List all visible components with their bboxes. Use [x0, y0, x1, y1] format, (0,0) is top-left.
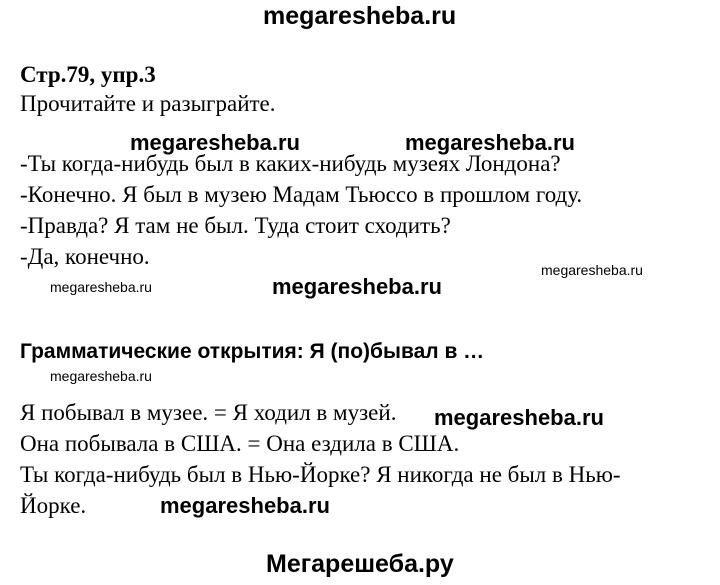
- watermark: megaresheba.ru: [405, 130, 575, 155]
- watermark: megaresheba.ru: [50, 279, 152, 295]
- exercise-heading: Стр.79, упр.3: [20, 62, 156, 87]
- watermark: megaresheba.ru: [130, 130, 300, 155]
- watermark: megaresheba.ru: [50, 368, 152, 384]
- header-site-watermark: megaresheba.ru: [263, 2, 457, 30]
- dialogue-line: -Да, конечно.: [20, 244, 150, 269]
- grammar-line: Йорке.: [20, 493, 87, 518]
- dialogue-line: -Правда? Я там не был. Туда стоит сходить?: [20, 213, 451, 238]
- watermark: megaresheba.ru: [541, 262, 643, 278]
- grammar-line: Она побывала в США. = Она ездила в США.: [20, 431, 460, 456]
- dialogue-line: -Конечно. Я был в музею Мадам Тьюссо в прошлом году.: [20, 182, 583, 207]
- watermark: megaresheba.ru: [272, 274, 442, 299]
- watermark: megaresheba.ru: [160, 493, 330, 518]
- exercise-instruction: Прочитайте и разыграйте.: [20, 91, 276, 116]
- grammar-line: Ты когда-нибудь был в Нью-Йорке? Я никогда не был в Нью-: [20, 462, 621, 487]
- grammar-line: Я побывал в музее. = Я ходил в музей.: [20, 400, 397, 425]
- watermark: megaresheba.ru: [434, 405, 604, 430]
- dialogue-line: -Ты когда-нибудь был в каких-нибудь музеях Лондона?: [20, 151, 561, 176]
- footer-site-name: Мегарешеба.ру: [266, 550, 454, 578]
- grammar-heading: Грамматические открытия: Я (по)бывал в …: [20, 340, 485, 363]
